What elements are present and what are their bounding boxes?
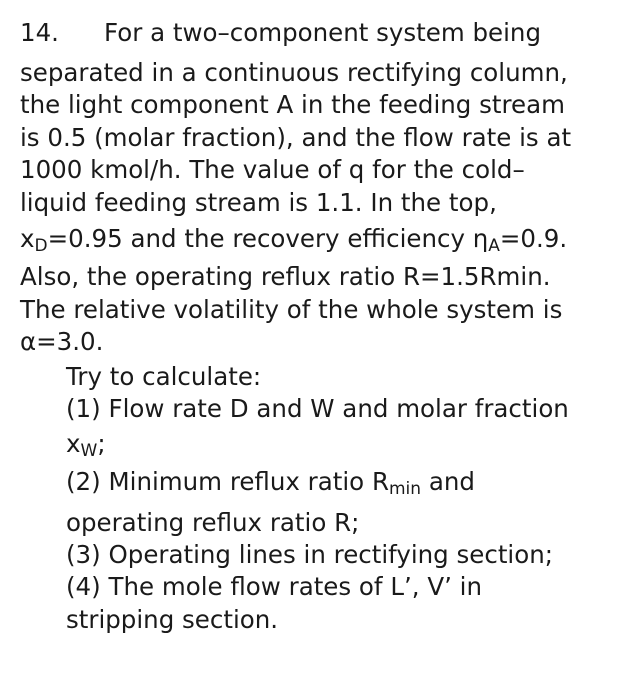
task-1-line-2 xyxy=(66,428,106,460)
xw-subscript: W xyxy=(80,441,98,461)
statement-line-5: 1000 kmol/h. The value of q for the cold– xyxy=(20,155,525,184)
task-3: (3) Operating lines in rectifying section; xyxy=(66,540,554,569)
xw-variable: x xyxy=(66,429,81,458)
statement-line-10: α=3.0. xyxy=(20,327,104,356)
xd-variable: x xyxy=(20,224,35,253)
task-1-line-1: (1) Flow rate D and W and molar fraction xyxy=(66,394,569,423)
statement-line-9: The relative volatility of the whole system is xyxy=(20,295,563,324)
rmin-subscript: min xyxy=(388,479,422,499)
task-2-line-2: operating reflux ratio R; xyxy=(66,508,360,537)
task-2-text: (2) Minimum reflux ratio R xyxy=(66,467,389,496)
eta-subscript: A xyxy=(488,236,500,256)
problem-number: 14. xyxy=(20,18,59,47)
statement-line-3: the light component A in the feeding stream xyxy=(20,90,565,119)
statement-line-2: separated in a continuous rectifying column, xyxy=(20,58,568,87)
task-2-line-1 xyxy=(66,466,475,498)
problem-first-line xyxy=(20,17,541,49)
task-1-end: ; xyxy=(97,429,106,458)
task-4-line-1: (4) The mole flow rates of L’, V’ in xyxy=(66,572,483,601)
task-4-line-2: stripping section. xyxy=(66,605,279,634)
statement-line-4: is 0.5 (molar fraction), and the flow rate is at xyxy=(20,123,572,152)
xd-subscript: D xyxy=(34,236,48,256)
statement-line-6: liquid feeding stream is 1.1. In the top, xyxy=(20,188,497,217)
statement-line-7 xyxy=(20,223,567,255)
line7-middle-text: =0.95 and the recovery efficiency η xyxy=(47,224,489,253)
statement-line-8: Also, the operating reflux ratio R=1.5Rmin. xyxy=(20,262,551,291)
line7-end-text: =0.9. xyxy=(499,224,568,253)
statement-line-1: For a two–component system being xyxy=(104,18,542,47)
task-2-tail: and xyxy=(421,467,475,496)
task-intro: Try to calculate: xyxy=(66,362,262,391)
